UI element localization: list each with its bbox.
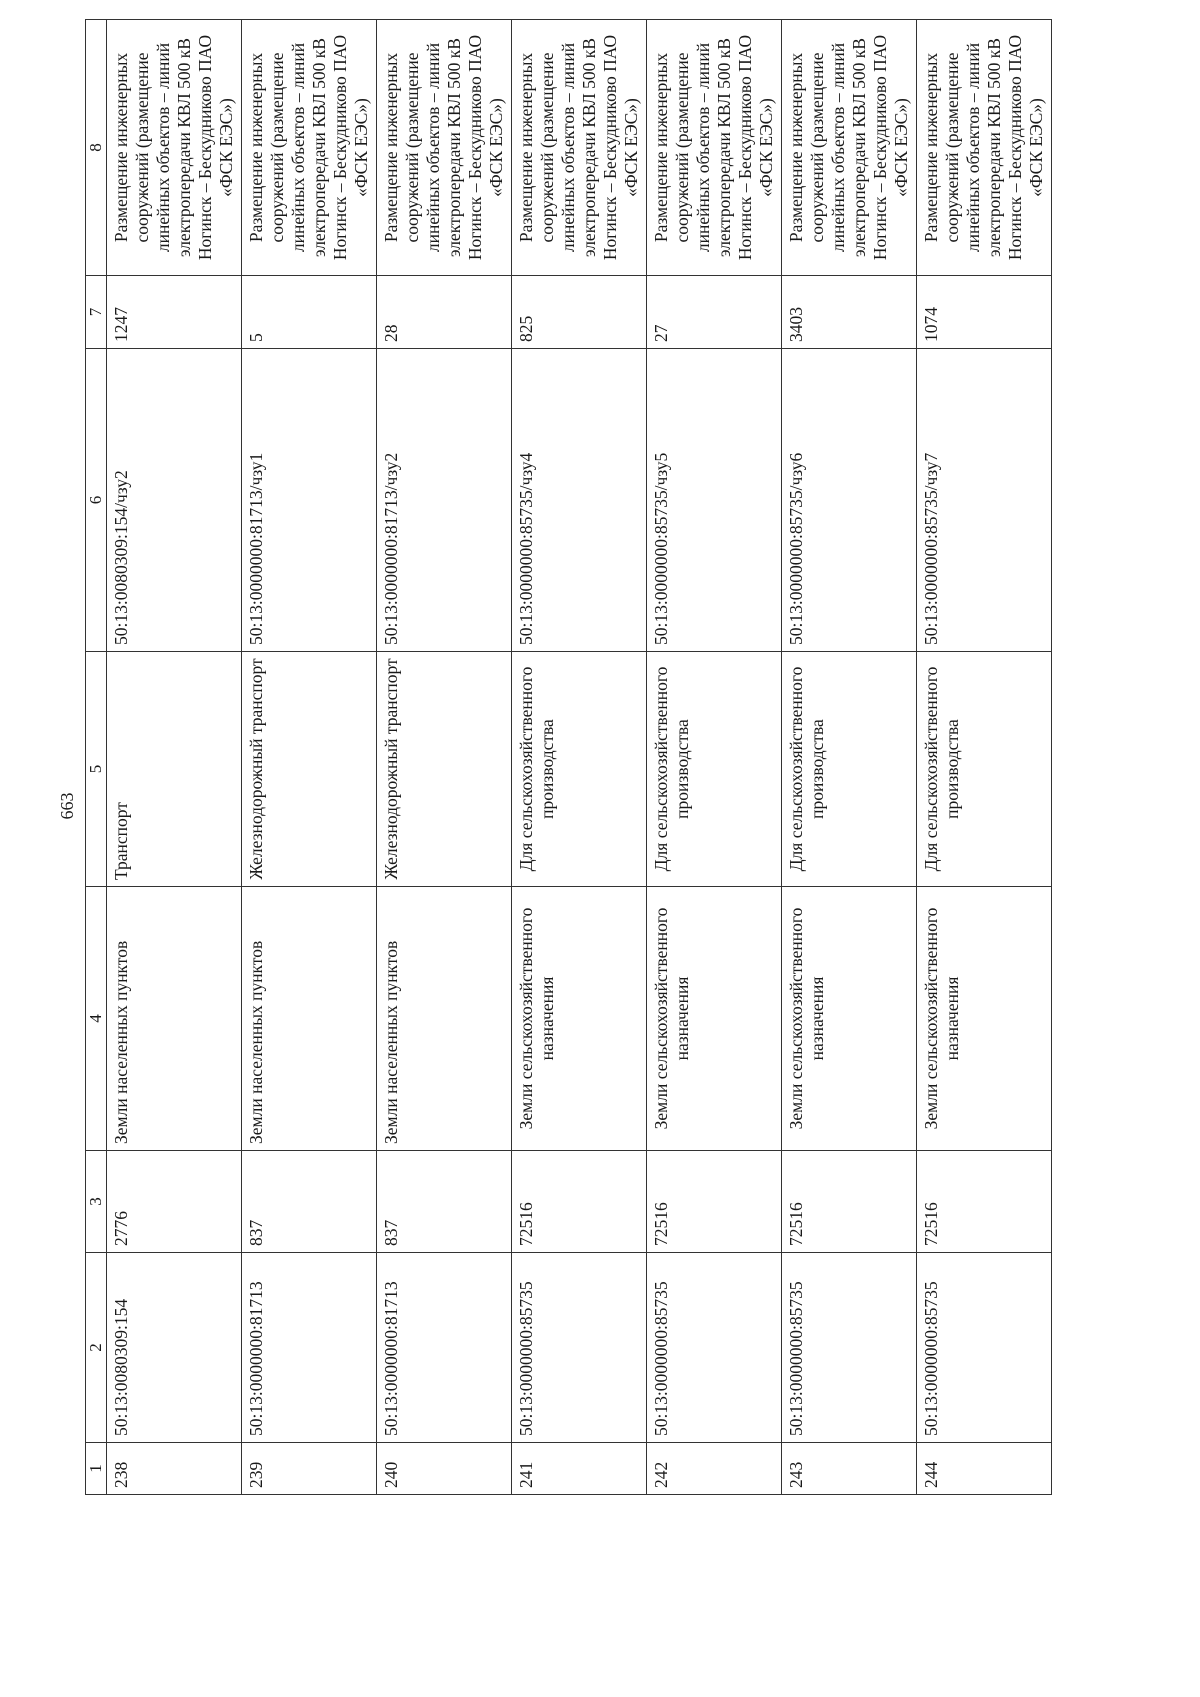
land-category: Земли сельскохозяйственного назначения [647, 887, 782, 1151]
purpose: Размещение инженерных сооружений (размещение линейных объектов – линий электропередачи КВЛ 500 кВ Ногинск – Бескудниково ПАО «ФСК ЕЭС») [377, 20, 512, 276]
cadastral-number: 50:13:0000000:85735 [512, 1253, 647, 1443]
purpose: Размещение инженерных сооружений (размещение линейных объектов – линий электропередачи КВЛ 500 кВ Ногинск – Бескудниково ПАО «ФСК ЕЭС») [242, 20, 377, 276]
plot-area: 72516 [512, 1151, 647, 1253]
cadastral-number: 50:13:0000000:85735 [647, 1253, 782, 1443]
row-number: 243 [782, 1443, 917, 1495]
header-cell: 2 [86, 1253, 107, 1443]
land-category: Земли сельскохозяйственного назначения [512, 887, 647, 1151]
header-cell: 4 [86, 887, 107, 1151]
row-number: 241 [512, 1443, 647, 1495]
plot-area: 2776 [107, 1151, 242, 1253]
purpose: Размещение инженерных сооружений (размещение линейных объектов – линий электропередачи КВЛ 500 кВ Ногинск – Бескудниково ПАО «ФСК ЕЭС») [782, 20, 917, 276]
header-cell: 3 [86, 1151, 107, 1253]
cadastral-number: 50:13:0000000:85735 [917, 1253, 1052, 1443]
row-number: 238 [107, 1443, 242, 1495]
part-area: 1247 [107, 276, 242, 349]
row-number: 244 [917, 1443, 1052, 1495]
land-category: Земли сельскохозяйственного назначения [917, 887, 1052, 1151]
plot-area: 72516 [647, 1151, 782, 1253]
permitted-use: Для сельскохозяйственного производства [512, 652, 647, 887]
part-number: 50:13:0000000:81713/чзу2 [377, 349, 512, 652]
cadastral-number: 50:13:0000000:81713 [377, 1253, 512, 1443]
header-cell: 1 [86, 1443, 107, 1495]
land-category: Земли населенных пунктов [377, 887, 512, 1151]
land-category: Земли сельскохозяйственного назначения [782, 887, 917, 1151]
part-number: 50:13:0000000:85735/чзу7 [917, 349, 1052, 652]
permitted-use: Для сельскохозяйственного производства [647, 652, 782, 887]
permitted-use: Транспорт [107, 652, 242, 887]
purpose: Размещение инженерных сооружений (размещение линейных объектов – линий электропередачи КВЛ 500 кВ Ногинск – Бескудниково ПАО «ФСК ЕЭС») [107, 20, 242, 276]
land-plots-table [85, 19, 1052, 1495]
cadastral-number: 50:13:0000000:81713 [242, 1253, 377, 1443]
permitted-use: Для сельскохозяйственного производства [917, 652, 1052, 887]
plot-area: 837 [242, 1151, 377, 1253]
header-cell: 5 [86, 652, 107, 887]
table-row [377, 20, 512, 1495]
header-cell: 6 [86, 349, 107, 652]
purpose: Размещение инженерных сооружений (размещение линейных объектов – линий электропередачи КВЛ 500 кВ Ногинск – Бескудниково ПАО «ФСК ЕЭС») [917, 20, 1052, 276]
part-area: 28 [377, 276, 512, 349]
part-number: 50:13:0080309:154/чзу2 [107, 349, 242, 652]
row-number: 239 [242, 1443, 377, 1495]
row-number: 242 [647, 1443, 782, 1495]
page-number: 663 [57, 792, 77, 820]
table-row [917, 20, 1052, 1495]
table-row [107, 20, 242, 1495]
permitted-use: Для сельскохозяйственного производства [782, 652, 917, 887]
part-area: 1074 [917, 276, 1052, 349]
cadastral-number: 50:13:0080309:154 [107, 1253, 242, 1443]
part-number: 50:13:0000000:85735/чзу4 [512, 349, 647, 652]
plot-area: 72516 [917, 1151, 1052, 1253]
purpose: Размещение инженерных сооружений (размещение линейных объектов – линий электропередачи КВЛ 500 кВ Ногинск – Бескудниково ПАО «ФСК ЕЭС») [512, 20, 647, 276]
permitted-use: Железнодорожный транспорт [377, 652, 512, 887]
part-area: 5 [242, 276, 377, 349]
table-row [782, 20, 917, 1495]
cadastral-number: 50:13:0000000:85735 [782, 1253, 917, 1443]
table-row [647, 20, 782, 1495]
header-cell: 7 [86, 276, 107, 349]
part-area: 3403 [782, 276, 917, 349]
part-number: 50:13:0000000:85735/чзу5 [647, 349, 782, 652]
permitted-use: Железнодорожный транспорт [242, 652, 377, 887]
land-category: Земли населенных пунктов [107, 887, 242, 1151]
purpose: Размещение инженерных сооружений (размещение линейных объектов – линий электропередачи КВЛ 500 кВ Ногинск – Бескудниково ПАО «ФСК ЕЭС») [647, 20, 782, 276]
part-area: 825 [512, 276, 647, 349]
header-cell: 8 [86, 20, 107, 276]
plot-area: 72516 [782, 1151, 917, 1253]
part-area: 27 [647, 276, 782, 349]
land-category: Земли населенных пунктов [242, 887, 377, 1151]
plot-area: 837 [377, 1151, 512, 1253]
column-number-header [86, 20, 107, 1495]
row-number: 240 [377, 1443, 512, 1495]
table-row [512, 20, 647, 1495]
part-number: 50:13:0000000:81713/чзу1 [242, 349, 377, 652]
part-number: 50:13:0000000:85735/чзу6 [782, 349, 917, 652]
table-row [242, 20, 377, 1495]
